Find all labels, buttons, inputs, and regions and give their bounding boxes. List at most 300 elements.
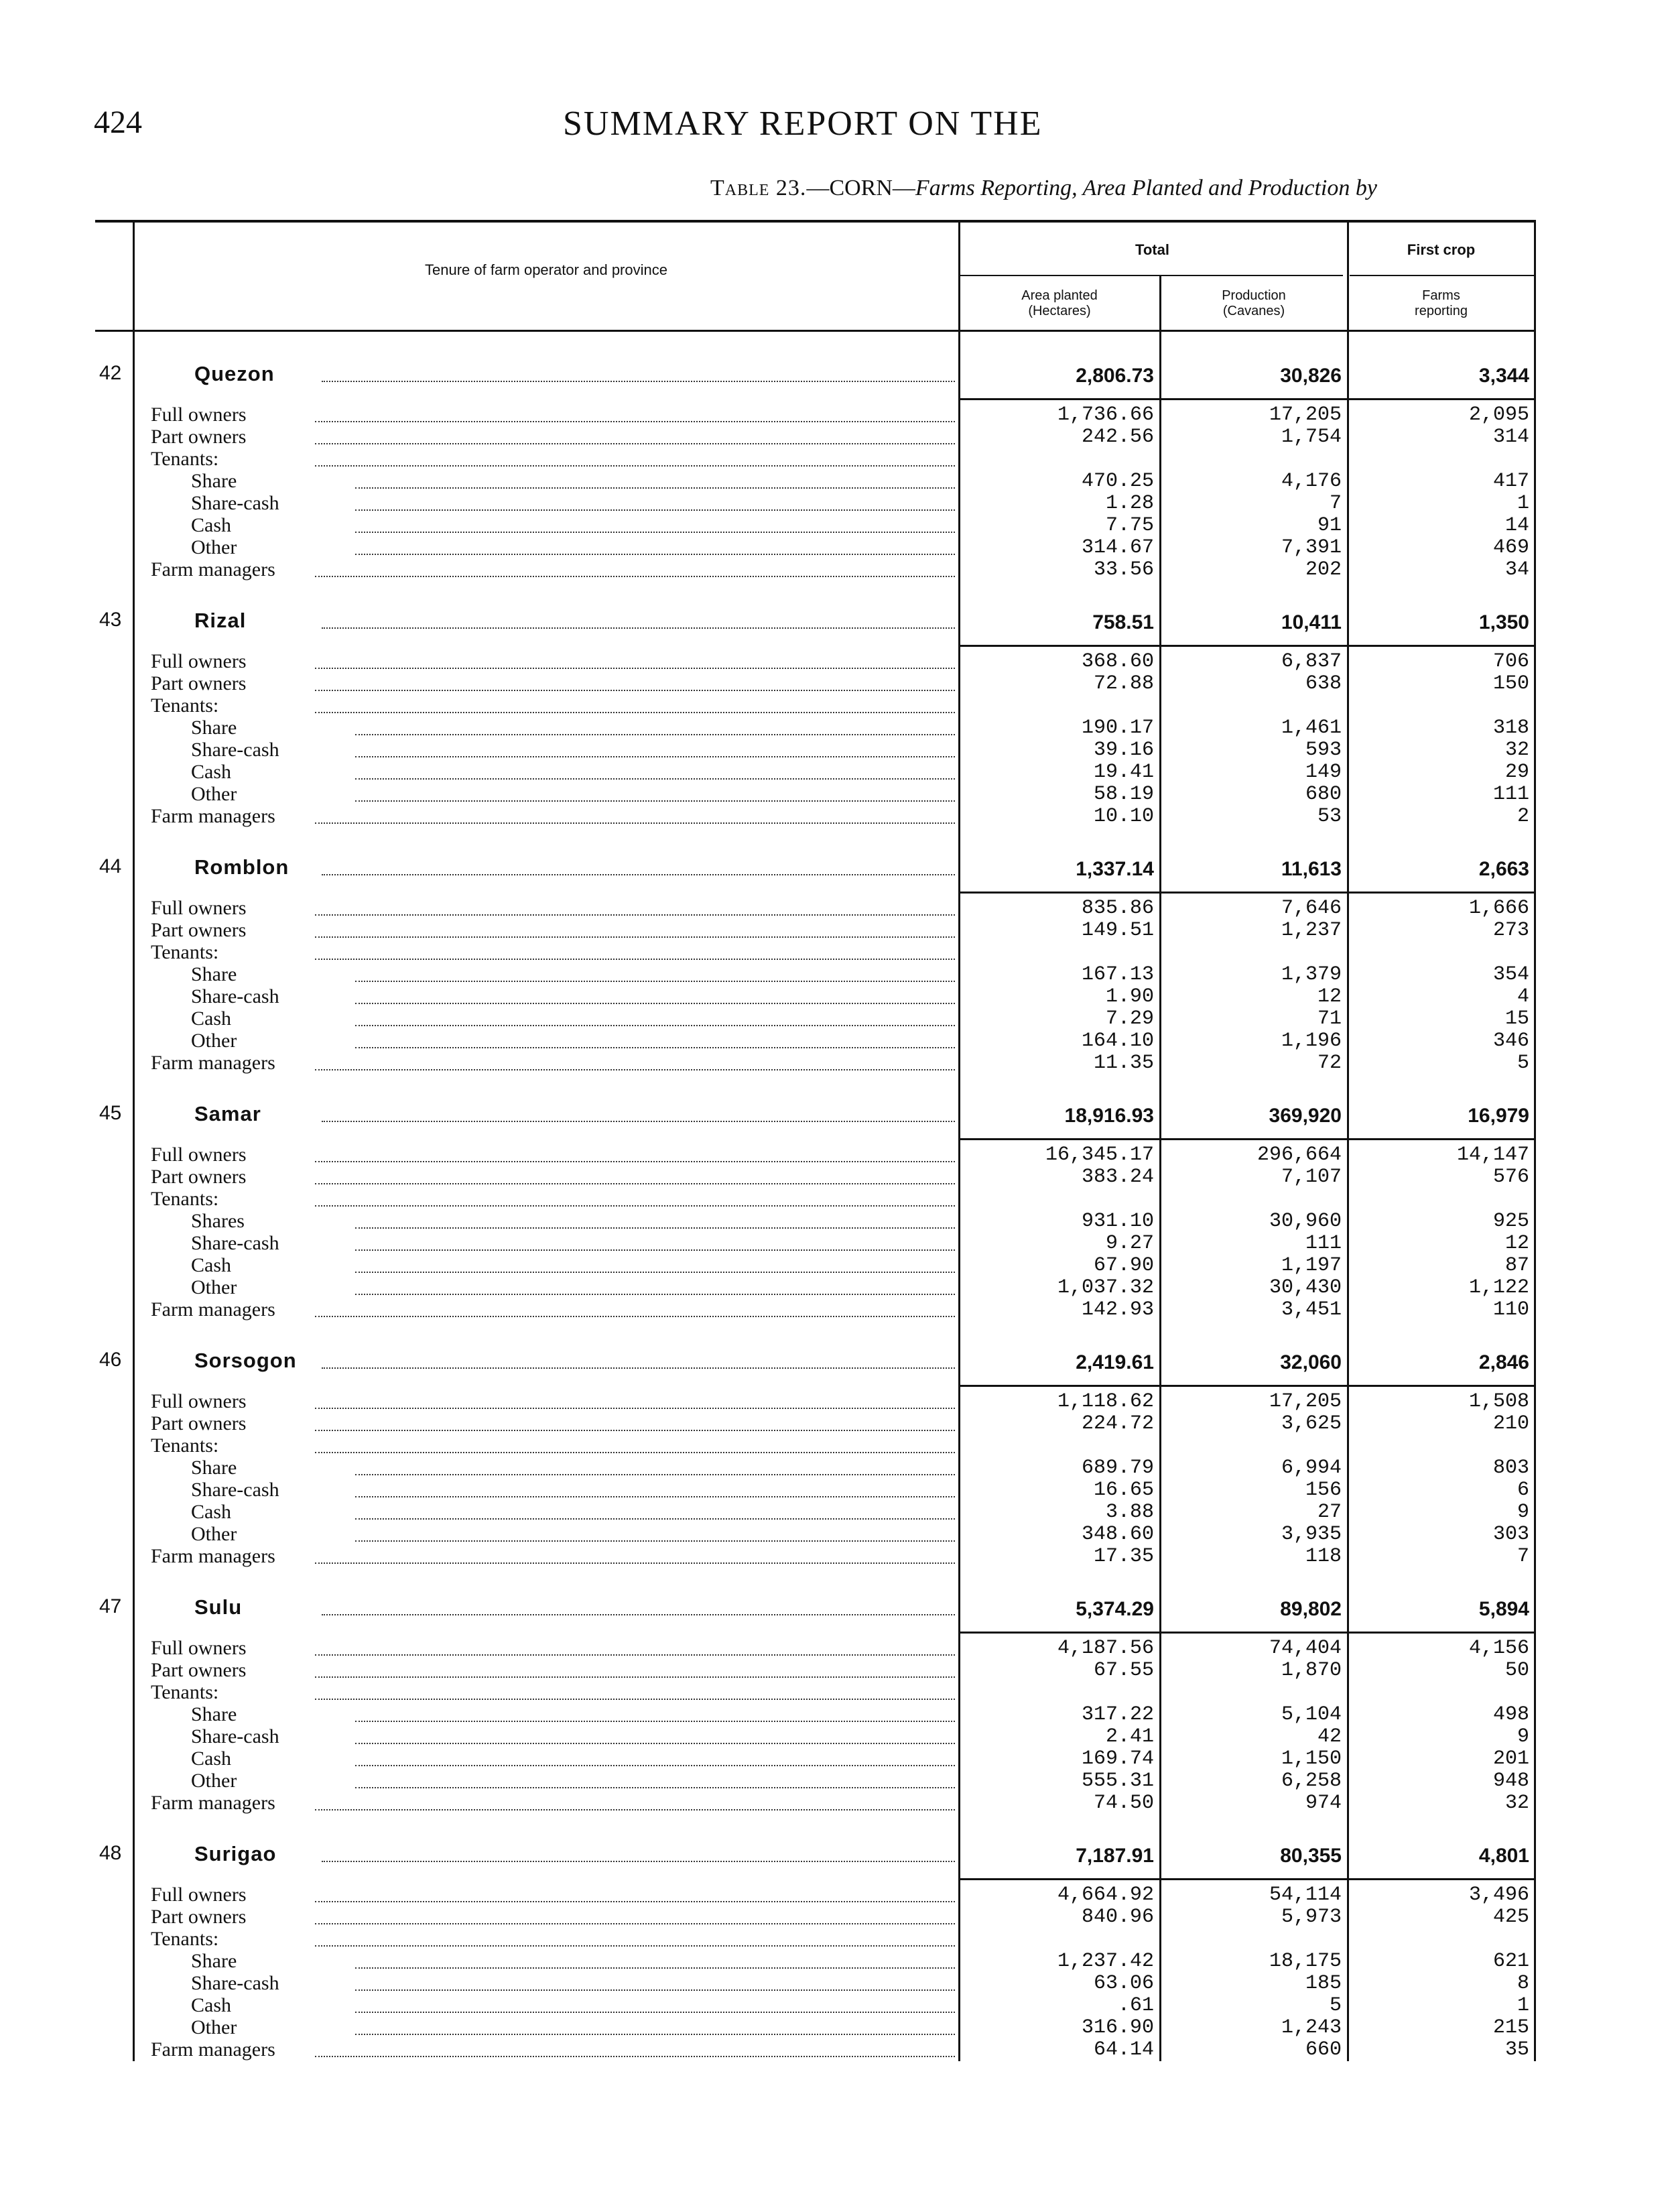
tenure-label: Tenants:: [151, 448, 219, 470]
leader-dots: [355, 1989, 955, 1991]
farms-reporting-cell: 314: [1492, 426, 1529, 448]
tenure-label: Full owners: [151, 1637, 247, 1659]
tenure-label: Tenants:: [151, 941, 219, 963]
farms-reporting-cell: 1: [1517, 492, 1529, 515]
province-farms-reporting: 5,894: [1478, 1598, 1529, 1620]
leader-dots: [315, 690, 955, 691]
tenure-label: Tenants:: [151, 1188, 219, 1210]
farms-reporting-header: [1348, 288, 1534, 319]
leader-dots: [315, 443, 955, 444]
leader-dots: [355, 1496, 955, 1497]
province-farms-reporting: 4,801: [1478, 1845, 1529, 1867]
production-cell: 111: [1305, 1232, 1342, 1255]
tenure-label: Share-cash: [191, 1725, 279, 1747]
area-planted-cell: 149.51: [1081, 919, 1154, 942]
farms-reporting-cell: 87: [1504, 1254, 1529, 1277]
farms-reporting-cell: 318: [1492, 717, 1529, 739]
leader-dots: [315, 668, 955, 669]
farms-reporting-cell: 803: [1492, 1457, 1529, 1479]
farms-reporting-cell: 621: [1492, 1950, 1529, 1973]
province-name: Samar: [194, 1102, 261, 1125]
production-cell: 3,625: [1281, 1412, 1342, 1435]
farms-reporting-cell: 15: [1504, 1007, 1529, 1030]
farms-reporting-cell: 1,666: [1468, 897, 1529, 920]
tenure-label: Cash: [191, 761, 231, 783]
area-planted-cell: 224.72: [1081, 1412, 1154, 1435]
leader-dots: [355, 1227, 955, 1229]
leader-dots: [315, 1183, 955, 1184]
production-cell: 6,837: [1281, 650, 1342, 673]
farms-reporting-cell: 201: [1492, 1747, 1529, 1770]
production-cell: 17,205: [1269, 404, 1342, 426]
leader-dots: [315, 1069, 955, 1070]
area-planted-cell: 64.14: [1093, 2038, 1154, 2061]
area-planted-cell: 39.16: [1093, 739, 1154, 761]
total-group-rule: [960, 275, 1343, 276]
leader-dots: [315, 712, 955, 713]
farms-reporting-cell: 32: [1504, 739, 1529, 761]
area-planted-cell: 4,664.92: [1057, 1884, 1154, 1906]
production-cell: 72: [1317, 1052, 1342, 1074]
tenure-label: Other: [191, 2016, 237, 2038]
leader-dots: [355, 487, 955, 489]
province-farms-reporting: 1,350: [1478, 611, 1529, 633]
farms-reporting-cell: 14,147: [1456, 1144, 1529, 1166]
tenure-label: Share-cash: [191, 492, 279, 514]
farms-reporting-cell: 111: [1492, 783, 1529, 806]
production-cell: 12: [1317, 985, 1342, 1008]
farms-reporting-cell: 303: [1492, 1523, 1529, 1546]
production-cell: 3,935: [1281, 1523, 1342, 1546]
leader-dots: [355, 2034, 955, 2035]
tenure-label: Part owners: [151, 1166, 247, 1188]
area-planted-cell: 67.55: [1093, 1659, 1154, 1682]
production-cell: 7: [1329, 492, 1342, 515]
leader-dots: [315, 576, 955, 577]
leader-dots: [355, 1721, 955, 1722]
province-area-planted: 18,916.93: [1064, 1105, 1154, 1127]
leader-dots: [322, 1367, 955, 1369]
leader-dots: [315, 1676, 955, 1678]
leader-dots: [355, 734, 955, 735]
tenure-label: Cash: [191, 514, 231, 536]
leader-dots: [355, 1474, 955, 1475]
production-cell: 6,994: [1281, 1457, 1342, 1479]
tenure-label: Share-cash: [191, 739, 279, 761]
production-cell: 1,243: [1281, 2016, 1342, 2039]
leader-dots: [355, 1787, 955, 1788]
farms-reporting-cell: 417: [1492, 470, 1529, 493]
leader-dots: [315, 914, 955, 916]
tenure-label: Part owners: [151, 1659, 247, 1681]
tenure-label: Farm managers: [151, 1052, 275, 1074]
province-row-number: 44: [99, 855, 122, 877]
leader-dots: [315, 2056, 955, 2057]
farms-header-line1: Farms: [1422, 288, 1460, 303]
area-planted-cell: 7.75: [1105, 514, 1154, 537]
leader-dots: [322, 1861, 955, 1862]
tenure-label: Farm managers: [151, 558, 275, 580]
production-cell: 6,258: [1281, 1770, 1342, 1792]
header-bottom-rule: [95, 330, 1536, 332]
farms-reporting-cell: 3,496: [1468, 1884, 1529, 1906]
tenure-label: Share: [191, 1457, 237, 1479]
area-planted-cell: 2.41: [1105, 1725, 1154, 1748]
area-planted-cell: 835.86: [1081, 897, 1154, 920]
leader-dots: [355, 1003, 955, 1004]
tenure-label: Cash: [191, 1747, 231, 1770]
leader-dots: [315, 1430, 955, 1431]
tenure-label: Farm managers: [151, 2038, 275, 2061]
farms-reporting-cell: 4: [1517, 985, 1529, 1008]
tenure-label: Other: [191, 783, 237, 805]
farms-reporting-cell: 150: [1492, 672, 1529, 695]
tenure-label: Full owners: [151, 1390, 247, 1412]
production-cell: 149: [1305, 761, 1342, 784]
farms-reporting-cell: 110: [1492, 1298, 1529, 1321]
production-cell: 4,176: [1281, 470, 1342, 493]
farms-reporting-cell: 948: [1492, 1770, 1529, 1792]
leader-dots: [355, 554, 955, 555]
leader-dots: [322, 1121, 955, 1122]
farms-reporting-cell: 925: [1492, 1210, 1529, 1233]
area-planted-cell: 19.41: [1093, 761, 1154, 784]
area-planted-cell: 689.79: [1081, 1457, 1154, 1479]
area-planted-cell: 840.96: [1081, 1906, 1154, 1928]
production-cell: 27: [1317, 1501, 1342, 1524]
production-cell: 3,451: [1281, 1298, 1342, 1321]
leader-dots: [315, 1562, 955, 1564]
area-planted-header: [960, 288, 1159, 319]
tenure-label: Other: [191, 1030, 237, 1052]
area-planted-cell: 1,237.42: [1057, 1950, 1154, 1973]
tenure-label: Share-cash: [191, 1232, 279, 1254]
production-cell: 74,404: [1269, 1637, 1342, 1660]
tenure-label: Other: [191, 1770, 237, 1792]
province-row-number: 47: [99, 1595, 122, 1617]
running-head: SUMMARY REPORT ON THE: [563, 105, 1043, 143]
tenure-label: Share: [191, 470, 237, 492]
province-name: Sorsogon: [194, 1349, 297, 1372]
farms-reporting-cell: 14: [1504, 514, 1529, 537]
tenure-label: Full owners: [151, 1884, 247, 1906]
area-planted-cell: .61: [1117, 1994, 1154, 2017]
farms-reporting-cell: 32: [1504, 1792, 1529, 1815]
leader-dots: [355, 1765, 955, 1766]
province-name: Rizal: [194, 609, 247, 632]
area-planted-cell: 67.90: [1093, 1254, 1154, 1277]
leader-dots: [315, 936, 955, 938]
production-cell: 660: [1305, 2038, 1342, 2061]
province-row-number: 48: [99, 1842, 122, 1864]
leader-dots: [322, 381, 955, 382]
leader-dots: [315, 1452, 955, 1453]
leader-dots: [322, 627, 955, 629]
tenure-label: Other: [191, 1523, 237, 1545]
area-planted-cell: 348.60: [1081, 1523, 1154, 1546]
province-area-planted: 7,187.91: [1076, 1845, 1154, 1867]
leader-dots: [355, 1272, 955, 1273]
tenure-label: Share-cash: [191, 1972, 279, 1994]
area-planted-cell: 317.22: [1081, 1703, 1154, 1726]
tenure-label: Full owners: [151, 650, 247, 672]
area-planted-cell: 11.35: [1093, 1052, 1154, 1074]
leader-dots: [355, 532, 955, 533]
area-planted-cell: 555.31: [1081, 1770, 1154, 1792]
province-production: 369,920: [1269, 1105, 1342, 1127]
area-planted-cell: 1,037.32: [1057, 1276, 1154, 1299]
farms-reporting-cell: 8: [1517, 1972, 1529, 1995]
production-cell: 1,461: [1281, 717, 1342, 739]
tenure-label: Farm managers: [151, 1545, 275, 1567]
leader-dots: [315, 1205, 955, 1207]
leader-dots: [355, 778, 955, 780]
leader-dots: [355, 1967, 955, 1969]
production-cell: 638: [1305, 672, 1342, 695]
area-planted-cell: 167.13: [1081, 963, 1154, 986]
province-area-planted: 2,419.61: [1076, 1351, 1154, 1373]
tenure-label: Cash: [191, 1994, 231, 2016]
production-cell: 7,646: [1281, 897, 1342, 920]
production-cell: 5,104: [1281, 1703, 1342, 1726]
production-cell: 5,973: [1281, 1906, 1342, 1928]
province-farms-reporting: 2,846: [1478, 1351, 1529, 1373]
farms-reporting-cell: 2: [1517, 805, 1529, 828]
province-production: 32,060: [1280, 1351, 1342, 1373]
farms-reporting-cell: 7: [1517, 1545, 1529, 1568]
area-planted-cell: 931.10: [1081, 1210, 1154, 1233]
leader-dots: [315, 1316, 955, 1317]
area-planted-cell: 17.35: [1093, 1545, 1154, 1568]
leader-dots: [355, 1743, 955, 1744]
farms-reporting-cell: 4,156: [1468, 1637, 1529, 1660]
province-area-planted: 1,337.14: [1076, 858, 1154, 880]
tenure-label: Other: [191, 1276, 237, 1298]
leader-dots: [315, 1809, 955, 1810]
area-planted-cell: 316.90: [1081, 2016, 1154, 2039]
tenure-label: Full owners: [151, 897, 247, 919]
production-header: [1161, 288, 1347, 319]
province-production: 80,355: [1280, 1845, 1342, 1867]
farms-reporting-cell: 210: [1492, 1412, 1529, 1435]
leader-dots: [355, 756, 955, 757]
farms-reporting-cell: 29: [1504, 761, 1529, 784]
tenure-label: Tenants:: [151, 1681, 219, 1703]
tenure-label: Share-cash: [191, 985, 279, 1007]
province-row-number: 43: [99, 609, 122, 631]
farms-reporting-cell: 706: [1492, 650, 1529, 673]
tenure-label: Part owners: [151, 1412, 247, 1434]
production-cell: 185: [1305, 1972, 1342, 1995]
tenure-label: Tenants:: [151, 1928, 219, 1950]
leader-dots: [315, 1901, 955, 1902]
farms-reporting-cell: 6: [1517, 1479, 1529, 1501]
province-farms-reporting: 16,979: [1468, 1105, 1529, 1127]
province-row-number: 46: [99, 1349, 122, 1371]
tenure-column-header: Tenure of farm operator and province: [425, 261, 667, 278]
area-planted-cell: 1.28: [1105, 492, 1154, 515]
leader-dots: [355, 1294, 955, 1295]
caption-label: Table 23.: [710, 176, 807, 200]
province-subtotal-rule: [960, 1878, 1534, 1880]
province-production: 10,411: [1281, 611, 1342, 633]
production-cell: 1,379: [1281, 963, 1342, 986]
province-production: 30,826: [1280, 365, 1342, 387]
province-subtotal-rule: [960, 1138, 1534, 1140]
tenure-label: Shares: [191, 1210, 245, 1232]
production-cell: 54,114: [1269, 1884, 1342, 1906]
leader-dots: [355, 800, 955, 802]
production-cell: 18,175: [1269, 1950, 1342, 1973]
tenure-label: Tenants:: [151, 1434, 219, 1457]
province-row-number: 42: [99, 362, 122, 384]
area-planted-cell: 58.19: [1093, 783, 1154, 806]
tenure-label: Part owners: [151, 1906, 247, 1928]
production-cell: 1,196: [1281, 1030, 1342, 1052]
leader-dots: [355, 1518, 955, 1520]
tenure-label: Tenants:: [151, 694, 219, 717]
farms-reporting-cell: 576: [1492, 1166, 1529, 1188]
leader-dots: [355, 1540, 955, 1542]
tenure-label: Full owners: [151, 404, 247, 426]
tenure-label: Part owners: [151, 672, 247, 694]
area-planted-cell: 383.24: [1081, 1166, 1154, 1188]
area-planted-cell: 190.17: [1081, 717, 1154, 739]
production-cell: 296,664: [1257, 1144, 1342, 1166]
province-name: Quezon: [194, 362, 275, 385]
area-planted-cell: 368.60: [1081, 650, 1154, 673]
province-area-planted: 5,374.29: [1076, 1598, 1154, 1620]
farms-reporting-cell: 12: [1504, 1232, 1529, 1255]
column-line-right: [1534, 221, 1536, 2061]
farms-reporting-cell: 215: [1492, 2016, 1529, 2039]
leader-dots: [315, 1654, 955, 1656]
area-planted-cell: 314.67: [1081, 536, 1154, 559]
farms-reporting-cell: 5: [1517, 1052, 1529, 1074]
production-cell: 30,960: [1269, 1210, 1342, 1233]
production-cell: 17,205: [1269, 1390, 1342, 1413]
table-caption: [710, 176, 1377, 201]
caption-title: —CORN—: [806, 176, 915, 200]
production-cell: 42: [1317, 1725, 1342, 1748]
province-area-planted: 758.51: [1092, 611, 1154, 633]
production-cell: 1,197: [1281, 1254, 1342, 1277]
production-cell: 30,430: [1269, 1276, 1342, 1299]
area-planted-cell: 16,345.17: [1045, 1144, 1154, 1166]
area-planted-cell: 7.29: [1105, 1007, 1154, 1030]
production-cell: 680: [1305, 783, 1342, 806]
province-subtotal-rule: [960, 398, 1534, 400]
area-planted-cell: 1.90: [1105, 985, 1154, 1008]
province-subtotal-rule: [960, 1385, 1534, 1387]
farms-reporting-cell: 9: [1517, 1501, 1529, 1524]
leader-dots: [315, 959, 955, 960]
farms-reporting-cell: 1,508: [1468, 1390, 1529, 1413]
area-planted-cell: 16.65: [1093, 1479, 1154, 1501]
production-cell: 91: [1317, 514, 1342, 537]
province-production: 11,613: [1281, 858, 1342, 880]
tenure-label: Share: [191, 1950, 237, 1972]
leader-dots: [355, 2012, 955, 2013]
province-name: Romblon: [194, 855, 289, 879]
area-planted-cell: 4,187.56: [1057, 1637, 1154, 1660]
column-line-production: [1159, 275, 1161, 2061]
farms-reporting-cell: 9: [1517, 1725, 1529, 1748]
tenure-label: Share-cash: [191, 1479, 279, 1501]
production-cell: 1,237: [1281, 919, 1342, 942]
production-cell: 202: [1305, 558, 1342, 581]
production-cell: 593: [1305, 739, 1342, 761]
caption-italic: Farms Reporting, Area Planted and Production by: [915, 176, 1377, 200]
province-farms-reporting: 3,344: [1478, 365, 1529, 387]
province-row-number: 45: [99, 1102, 122, 1124]
farms-reporting-cell: 34: [1504, 558, 1529, 581]
page-number: 424: [94, 105, 142, 140]
area-planted-cell: 164.10: [1081, 1030, 1154, 1052]
first-crop-header: First crop: [1407, 241, 1476, 258]
farms-reporting-cell: 354: [1492, 963, 1529, 986]
area-planted-cell: 142.93: [1081, 1298, 1154, 1321]
tenure-label: Share: [191, 717, 237, 739]
leader-dots: [315, 421, 955, 422]
area-planted-cell: 10.10: [1093, 805, 1154, 828]
area-header-line2: (Hectares): [1028, 304, 1091, 318]
leader-dots: [315, 1699, 955, 1700]
leader-dots: [355, 981, 955, 982]
total-header: Total: [1135, 241, 1169, 258]
farms-reporting-cell: 50: [1504, 1659, 1529, 1682]
tenure-label: Farm managers: [151, 1298, 275, 1320]
area-planted-cell: 3.88: [1105, 1501, 1154, 1524]
province-subtotal-rule: [960, 1632, 1534, 1634]
province-area-planted: 2,806.73: [1076, 365, 1154, 387]
farms-reporting-cell: 425: [1492, 1906, 1529, 1928]
farms-reporting-cell: 498: [1492, 1703, 1529, 1726]
area-header-line1: Area planted: [1021, 288, 1098, 303]
farms-reporting-cell: 273: [1492, 919, 1529, 942]
farms-reporting-cell: 346: [1492, 1030, 1529, 1052]
leader-dots: [322, 874, 955, 875]
farms-reporting-cell: 1: [1517, 1994, 1529, 2017]
province-farms-reporting: 2,663: [1478, 858, 1529, 880]
area-planted-cell: 169.74: [1081, 1747, 1154, 1770]
production-cell: 7,107: [1281, 1166, 1342, 1188]
tenure-label: Cash: [191, 1254, 231, 1276]
tenure-label: Cash: [191, 1007, 231, 1030]
farms-reporting-cell: 1,122: [1468, 1276, 1529, 1299]
province-subtotal-rule: [960, 892, 1534, 894]
tenure-label: Farm managers: [151, 805, 275, 827]
tenure-label: Farm managers: [151, 1792, 275, 1814]
tenure-label: Part owners: [151, 919, 247, 941]
production-cell: 1,150: [1281, 1747, 1342, 1770]
province-name: Surigao: [194, 1842, 277, 1865]
leader-dots: [315, 1161, 955, 1162]
leader-dots: [355, 1025, 955, 1026]
leader-dots: [355, 1047, 955, 1048]
tenure-label: Full owners: [151, 1144, 247, 1166]
area-planted-cell: 1,736.66: [1057, 404, 1154, 426]
area-planted-cell: 242.56: [1081, 426, 1154, 448]
area-planted-cell: 63.06: [1093, 1972, 1154, 1995]
farms-reporting-cell: 2,095: [1468, 404, 1529, 426]
table-top-rule: [95, 220, 1536, 223]
area-planted-cell: 72.88: [1093, 672, 1154, 695]
production-cell: 71: [1317, 1007, 1342, 1030]
leader-dots: [315, 1408, 955, 1409]
area-planted-cell: 74.50: [1093, 1792, 1154, 1815]
tenure-label: Share: [191, 963, 237, 985]
